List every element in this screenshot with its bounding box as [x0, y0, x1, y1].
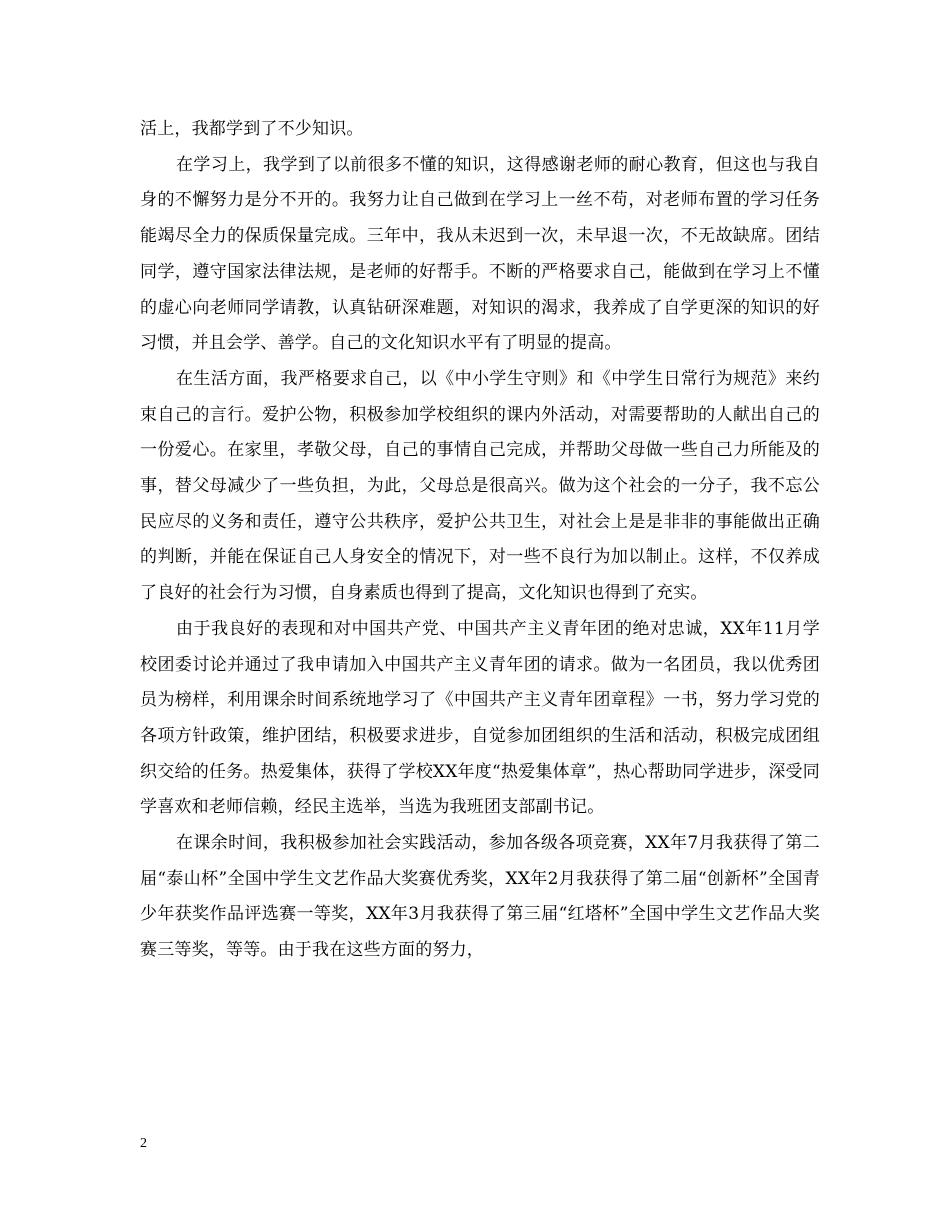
document-body: [140, 112, 820, 969]
paragraph-1: 活上，我都学到了不少知识。: [140, 119, 364, 139]
paragraph-4: 由于我良好的表现和对中国共产党、中国共产主义青年团的绝对忠诚，XX年11月学校团委讨论并通过了我申请加入中国共产主义青年团的请求。做为一名团员，我以优秀团员为榜样，利用课余时间系统地学习了《中国共产主义青年团章程》一书，努力学习党的各项方针政策，维护团结，积极要求进步，自觉参加团组织的生活和活动，积极完成团组织交给的任务。热爱集体，获得了学校XX年度“热爱集体章”，热心帮助同学进步，深受同学喜欢和老师信赖，经民主选举，当选为我班团支部副书记。: [140, 618, 820, 818]
paragraph-3: 在生活方面，我严格要求自己，以《中小学生守则》和《中学生日常行为规范》来约束自己的言行。爱护公物，积极参加学校组织的课内外活动，对需要帮助的人献出自己的一份爱心。在家里，孝敬父母，自己的事情自己完成，并帮助父母做一些自己力所能及的事，替父母减少了一些负担，为此，父母总是很高兴。做为这个社会的一分子，我不忘公民应尽的义务和责任，遵守公共秩序，爱护公共卫生，对社会上是是非非的事能做出正确的判断，并能在保证自己人身安全的情况下，对一些不良行为加以制止。这样，不仅养成了良好的社会行为习惯，自身素质也得到了提高，文化知识也得到了充实。: [140, 368, 820, 604]
paragraph-2: 在学习上，我学到了以前很多不懂的知识，这得感谢老师的耐心教育，但这也与我自身的不懈努力是分不开的。我努力让自己做到在学习上一丝不苟，对老师布置的学习任务能竭尽全力的保质保量完成。三年中，我从未迟到一次，未早退一次，不无故缺席。团结同学，遵守国家法律法规，是老师的好帮手。不断的严格要求自己，能做到在学习上不懂的虚心向老师同学请教，认真钻研深难题，对知识的渴求，我养成了自学更深的知识的好习惯，并且会学、善学。自己的文化知识水平有了明显的提高。: [140, 154, 820, 354]
page-number: 2: [140, 1136, 147, 1151]
paragraph-5: 在课余时间，我积极参加社会实践活动，参加各级各项竞赛，XX年7月我获得了第二届“泰山杯”全国中学生文艺作品大奖赛优秀奖，XX年2月我获得了第二届“创新杯”全国青少年获奖作品评选赛一等奖，XX年3月我获得了第三届“红塔杯”全国中学生文艺作品大奖赛三等奖，等等。由于我在这些方面的努力，: [140, 833, 820, 961]
